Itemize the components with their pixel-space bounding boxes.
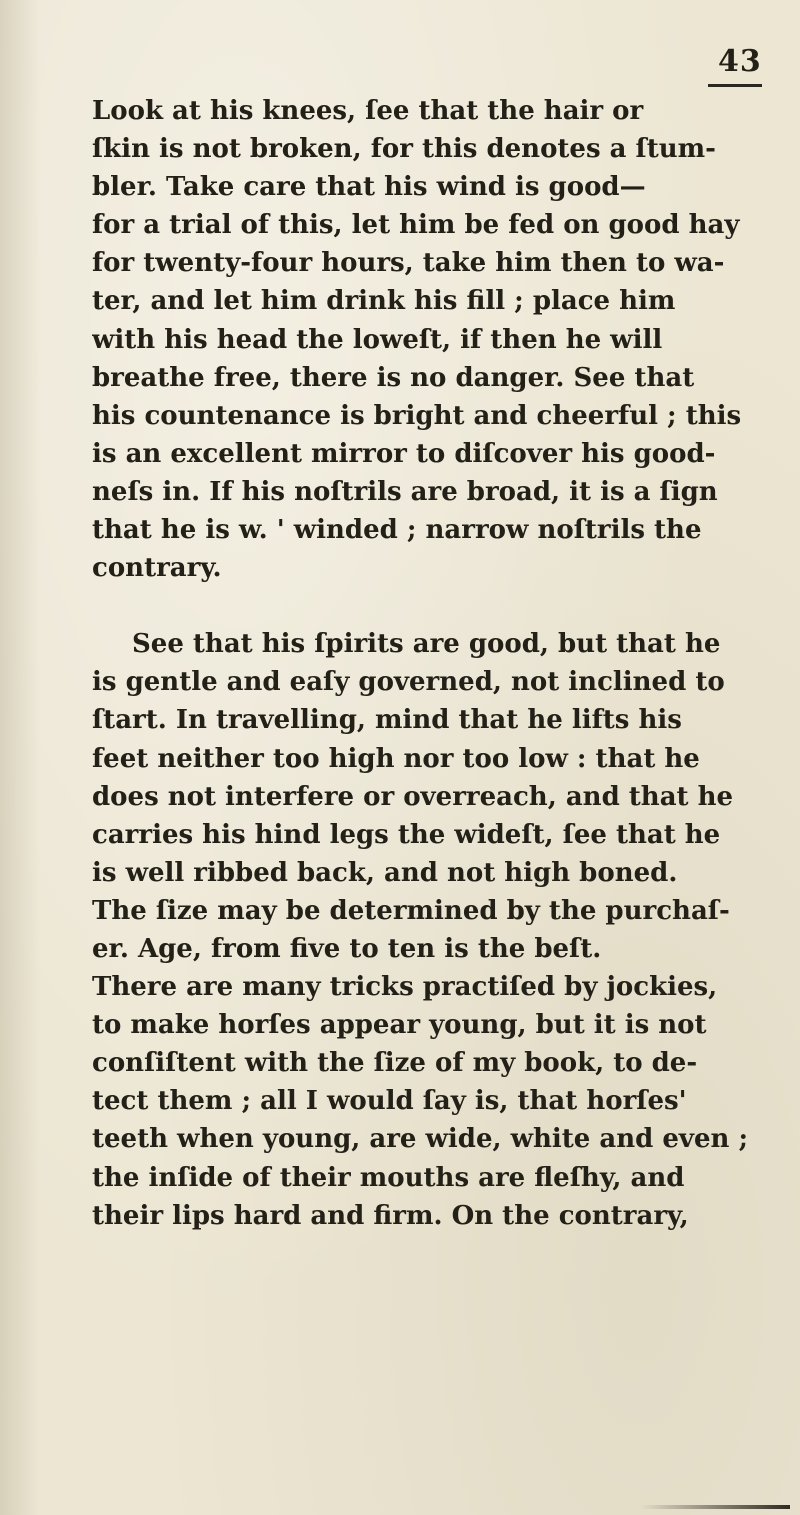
text-line: There are many tricks practiſed by jockies, [92,972,718,1003]
text-line: tect them ; all I would ſay is, that horſes' [92,1086,687,1117]
page-number: 43 [718,44,762,79]
text-line: ſkin is not broken, for this denotes a ſtum- [92,134,716,165]
text-line: that he is w. ' winded ; narrow noſtrils the [92,515,702,546]
bottom-edge-rule [640,1505,790,1509]
text-line: with his head the loweſt, if then he will [92,324,663,355]
text-line: neſs in. If his noſtrils are broad, it is a ſign [92,476,718,507]
text-line: his countenance is bright and cheerful ; this [92,400,742,431]
text-line: to make horſes appear young, but it is not [92,1010,707,1041]
text-line: carries his hind legs the wideſt, ſee that he [92,819,721,850]
body-text [92,92,772,1235]
text-line: See that his ſpirits are good, but that he [132,629,721,660]
text-line: conſiſtent with the ſize of my book, to de- [92,1048,698,1079]
paragraph-2 [92,625,772,1235]
text-line: ter, and let him drink his fill ; place him [92,286,676,317]
text-line: The ſize may be determined by the purchaſ- [92,895,730,926]
text-line: their lips hard and firm. On the contrary, [92,1200,689,1231]
text-line: for twenty-four hours, take him then to wa- [92,248,725,279]
text-line: is well ribbed back, and not high boned. [92,857,678,888]
paragraph-1 [92,92,772,587]
text-line: bler. Take care that his wind is good— [92,172,646,203]
text-line: the inſide of their mouths are fleſhy, and [92,1162,685,1193]
text-line: er. Age, from five to ten is the beſt. [92,933,602,964]
text-line: for a trial of this, let him be fed on good hay [92,210,740,241]
text-line: ſtart. In travelling, mind that he lifts his [92,705,682,736]
text-line: Look at his knees, ſee that the hair or [92,96,644,126]
text-line: does not interfere or overreach, and that he [92,781,734,812]
text-line: is gentle and eaſy governed, not inclined to [92,667,725,698]
text-line: teeth when young, are wide, white and even ; [92,1124,749,1155]
text-line: breathe free, there is no danger. See that [92,362,695,393]
text-line: is an excellent mirror to diſcover his good- [92,438,716,469]
text-line: contrary. [92,553,222,584]
page-number-rule [708,84,762,87]
page-binding-shadow [0,0,40,1515]
text-line: feet neither too high nor too low : that he [92,743,700,774]
